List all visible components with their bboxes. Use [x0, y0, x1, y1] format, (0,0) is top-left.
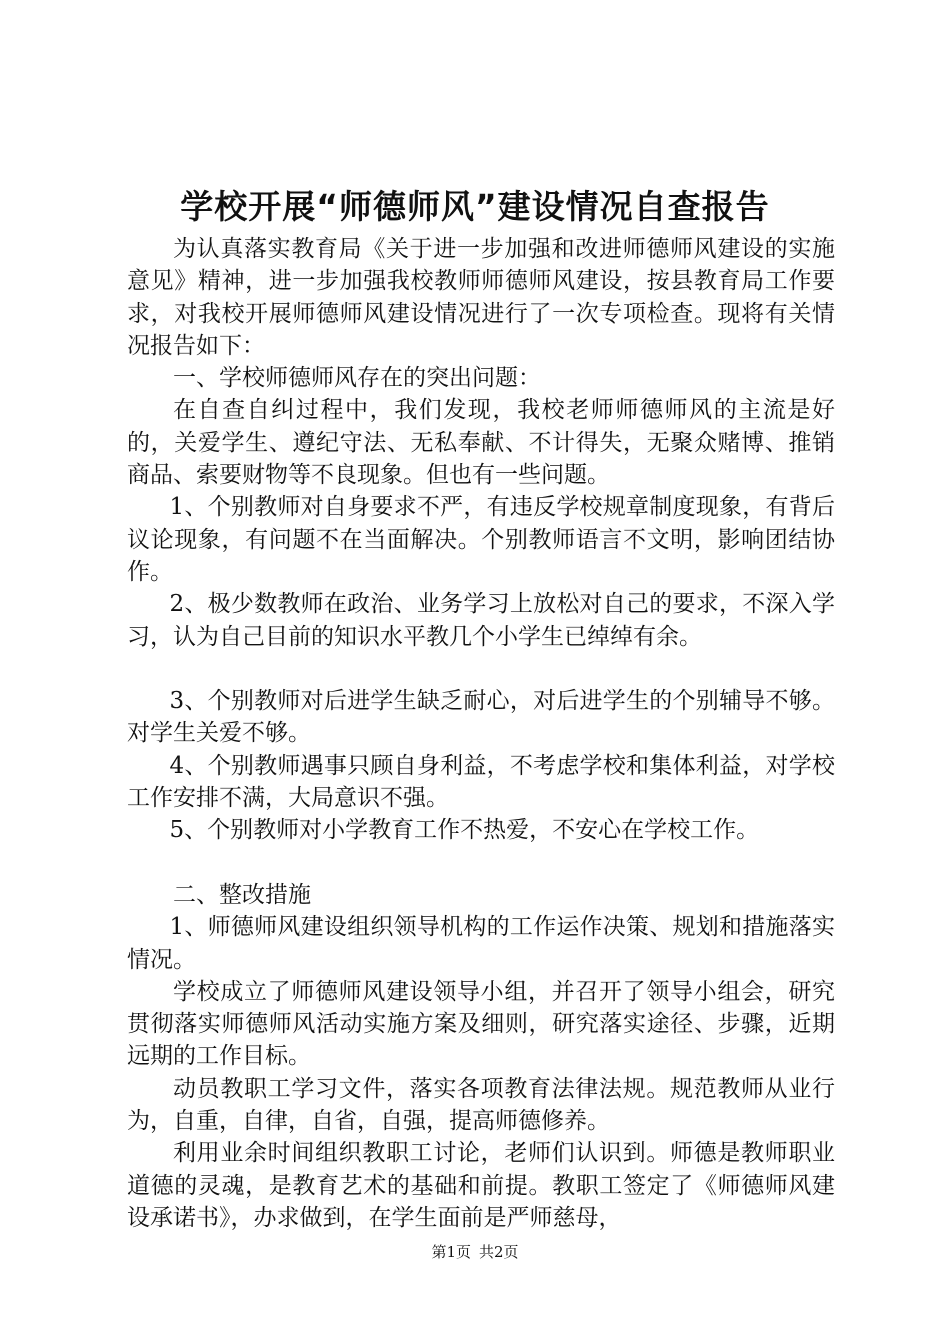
page-number: 第1页	[431, 1243, 471, 1261]
blank-line	[127, 653, 835, 685]
blank-line	[127, 847, 835, 879]
page-total: 共2页	[479, 1243, 519, 1261]
measure-item-1: 1、师德师风建设组织领导机构的工作运作决策、规划和措施落实情况。	[127, 914, 835, 973]
problem-item-2: 2、极少数教师在政治、业务学习上放松对自己的要求，不深入学习，认为自己目前的知识水平教几个小学生已绰绰有余。	[127, 591, 835, 650]
findings-paragraph: 在自查自纠过程中，我们发现，我校老师师德师风的主流是好的，关爱学生、遵纪守法、无私奉献、不计得失，无聚众赌博、推销商品、索要财物等不良现象。但也有一些问题。	[127, 397, 835, 489]
problem-item-3: 3、个别教师对后进学生缺乏耐心，对后进学生的个别辅导不够。对学生关爱不够。	[127, 688, 835, 747]
problem-item-5: 5、个别教师对小学教育工作不热爱，不安心在学校工作。	[169, 817, 760, 844]
measure-paragraph-discussion: 利用业余时间组织教职工讨论，老师们认识到。师德是教师职业道德的灵魂，是教育艺术的基础和前提。教职工签定了《师德师风建设承诺书》，办求做到，在学生面前是严师慈母，	[127, 1140, 835, 1231]
section-heading-measures: 二、整改措施	[173, 881, 311, 908]
problem-item-4: 4、个别教师遇事只顾自身利益，不考虑学校和集体利益，对学校工作安排不满，大局意识不强。	[127, 752, 835, 812]
measure-paragraph-study: 动员教职工学习文件，落实各项教育法律法规。规范教师从业行为，自重，自律，自省，自强，提高师德修养。	[127, 1075, 835, 1135]
measure-paragraph-leadership: 学校成立了师德师风建设领导小组，并召开了领导小组会，研究贯彻落实师德师风活动实施方案及细则，研究落实途径、步骤，近期远期的工作目标。	[127, 978, 835, 1070]
intro-paragraph: 为认真落实教育局《关于进一步加强和改进师德师风建设的实施意见》精神，进一步加强我校教师师德师风建设，按县教育局工作要求，对我校开展师德师风建设情况进行了一次专项检查。现将有关情况报告如下：	[127, 236, 835, 359]
page-footer	[0, 1242, 950, 1262]
document-title: 学校开展“师德师风”建设情况自查报告	[180, 187, 770, 226]
section-heading-problems: 一、学校师德师风存在的突出问题：	[173, 365, 541, 392]
problem-item-1: 1、个别教师对自身要求不严，有违反学校规章制度现象，有背后议论现象，有问题不在当面解决。个别教师语言不文明，影响团结协作。	[127, 494, 835, 585]
document-body	[127, 233, 835, 1234]
